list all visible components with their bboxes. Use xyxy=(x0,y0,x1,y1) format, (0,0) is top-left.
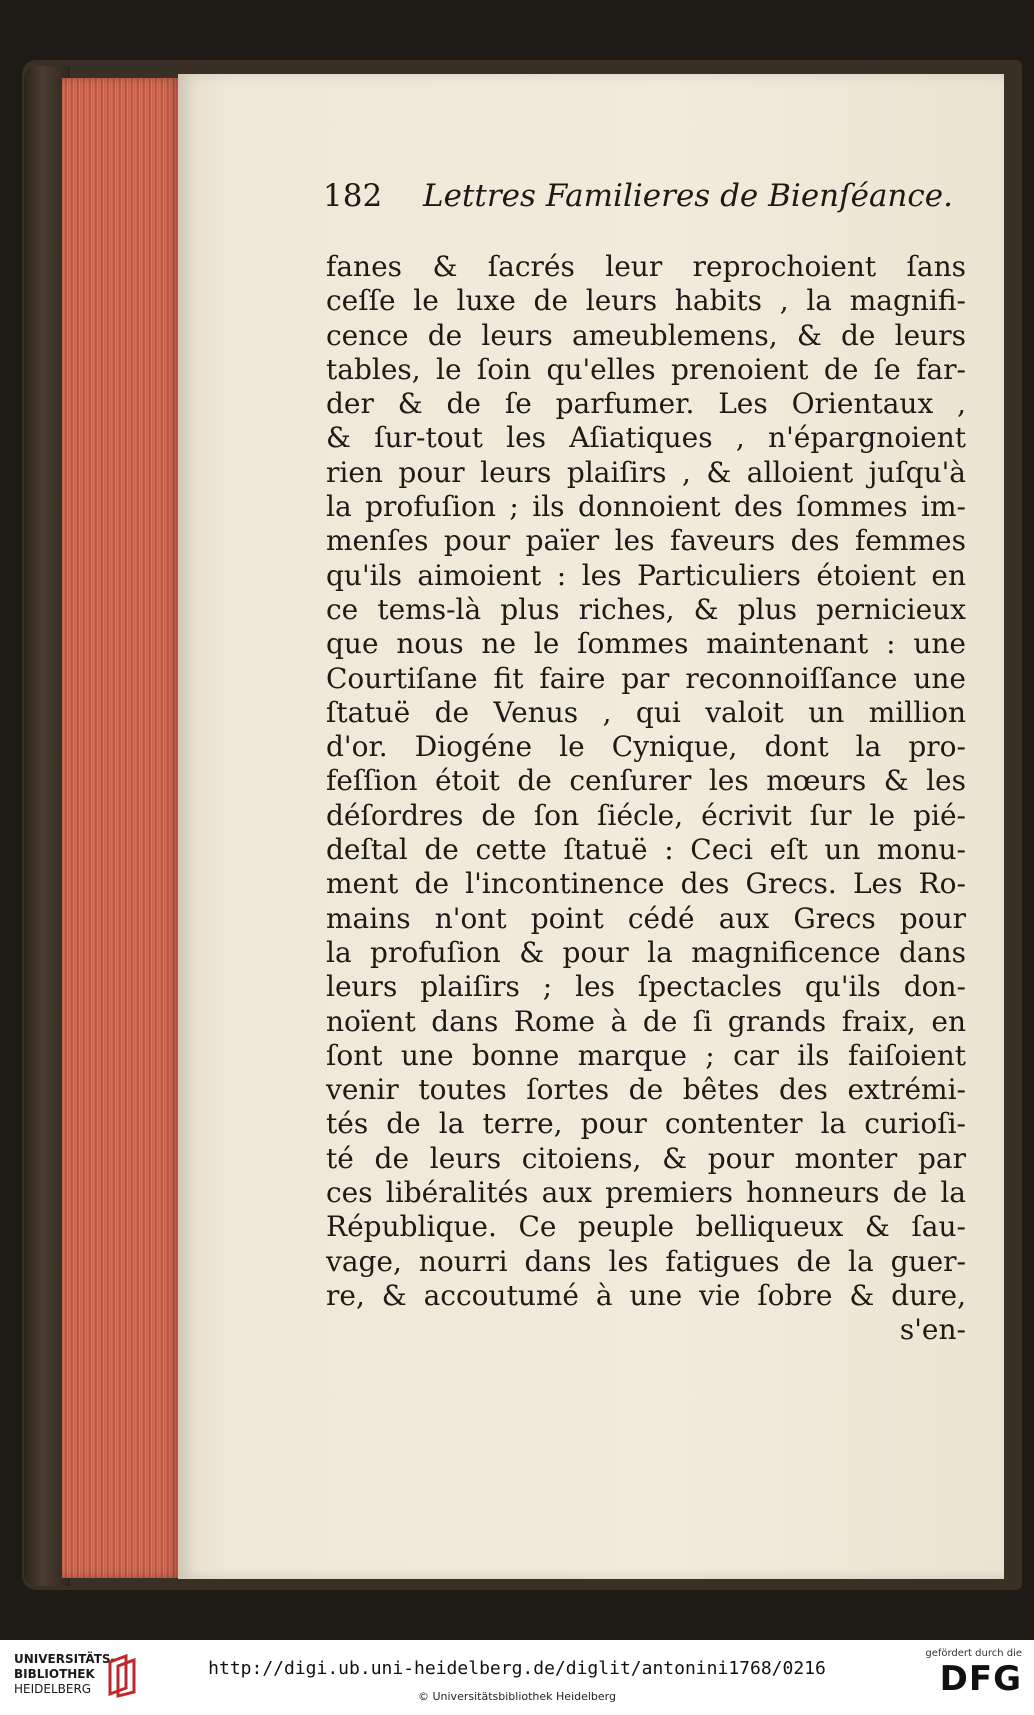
text-line: menſes pour païer les faveurs des femmes xyxy=(326,524,966,558)
text-line: vage, nourri dans les fatigues de la guer- xyxy=(326,1244,966,1278)
text-line: leurs plaiſirs ; les ſpectacles qu'ils don- xyxy=(326,970,966,1004)
text-line: cence de leurs ameublemens, & de leurs xyxy=(326,318,966,352)
page-url-link[interactable]: http://digi.ub.uni-heidelberg.de/diglit/antonini1768/0216 xyxy=(208,1658,826,1679)
text-line: que nous ne le ſommes maintenant : une xyxy=(326,627,966,661)
copyright-notice: © Universitätsbibliothek Heidelberg xyxy=(417,1690,616,1703)
text-line: re, & accoutumé à une vie ſobre & dure, xyxy=(326,1278,966,1312)
library-name-line3: HEIDELBERG xyxy=(14,1682,92,1696)
text-line: feſſion étoit de cenſurer les mœurs & les xyxy=(326,764,966,798)
text-line: venir toutes ſortes de bêtes des extrémi- xyxy=(326,1073,966,1107)
text-line: s'en- xyxy=(899,1313,966,1347)
text-line: noïent dans Rome à de ſi grands fraix, en xyxy=(326,1004,966,1038)
text-line: té de leurs citoiens, & pour monter par xyxy=(326,1141,966,1175)
text-line: République. Ce peuple belliqueux & ſau- xyxy=(326,1210,966,1244)
text-line: la profuſion & pour la magnificence dans xyxy=(326,935,966,969)
text-line: Courtiſane fit faire par reconnoiſſance une xyxy=(326,661,966,695)
text-line: qu'ils aimoient : les Particuliers étoient en xyxy=(326,558,966,592)
text-line: ceſſe le luxe de leurs habits , la magnifi- xyxy=(326,284,966,318)
body-text xyxy=(326,250,966,1348)
text-line: déſordres de ſon ſiécle, écrivit ſur le pié- xyxy=(326,798,966,832)
text-line: rien pour leurs plaiſirs , & alloient juſqu'à xyxy=(326,455,966,489)
text-line: ment de l'incontinence des Grecs. Les Ro- xyxy=(326,867,966,901)
page-number: 182 xyxy=(323,178,383,214)
text-line: la profuſion ; ils donnoient des ſommes im- xyxy=(326,490,966,524)
text-line: ſtatuë de Venus , qui valoit un million xyxy=(326,695,966,729)
page-edges xyxy=(62,78,180,1578)
text-line: tés de la terre, pour contenter la curioſi- xyxy=(326,1107,966,1141)
running-title: Lettres Familieres de Bienſéance. xyxy=(423,178,953,214)
text-line: mains n'ont point cédé aux Grecs pour xyxy=(326,901,966,935)
text-line: tables, le ſoin qu'elles prenoient de ſe far- xyxy=(326,352,966,386)
library-name-line2: BIBLIOTHEK xyxy=(14,1667,95,1681)
text-line: & ſur-tout les Aſiatiques , n'épargnoient xyxy=(326,421,966,455)
funder-text: gefördert durch die xyxy=(925,1648,1022,1659)
page-header xyxy=(323,178,963,228)
text-line: der & de ſe parfumer. Les Orientaux , xyxy=(326,387,966,421)
dfg-logo: DFG xyxy=(939,1659,1022,1699)
text-line: ſont une bonne marque ; car ils faiſoient xyxy=(326,1038,966,1072)
text-line: ces libéralités aux premiers honneurs de la xyxy=(326,1176,966,1210)
text-line: deſtal de cette ſtatuë : Ceci eſt un monu- xyxy=(326,833,966,867)
funder-block xyxy=(912,1648,1022,1699)
text-line: fanes & ſacrés leur reprochoient ſans xyxy=(326,250,966,283)
library-name-line1: UNIVERSITÄTS- xyxy=(14,1652,116,1666)
text-line: d'or. Diogéne le Cynique, dont la pro- xyxy=(326,730,966,764)
footer-bar xyxy=(0,1640,1034,1715)
text-line: ce tems-là plus riches, & plus pernicieux xyxy=(326,592,966,626)
